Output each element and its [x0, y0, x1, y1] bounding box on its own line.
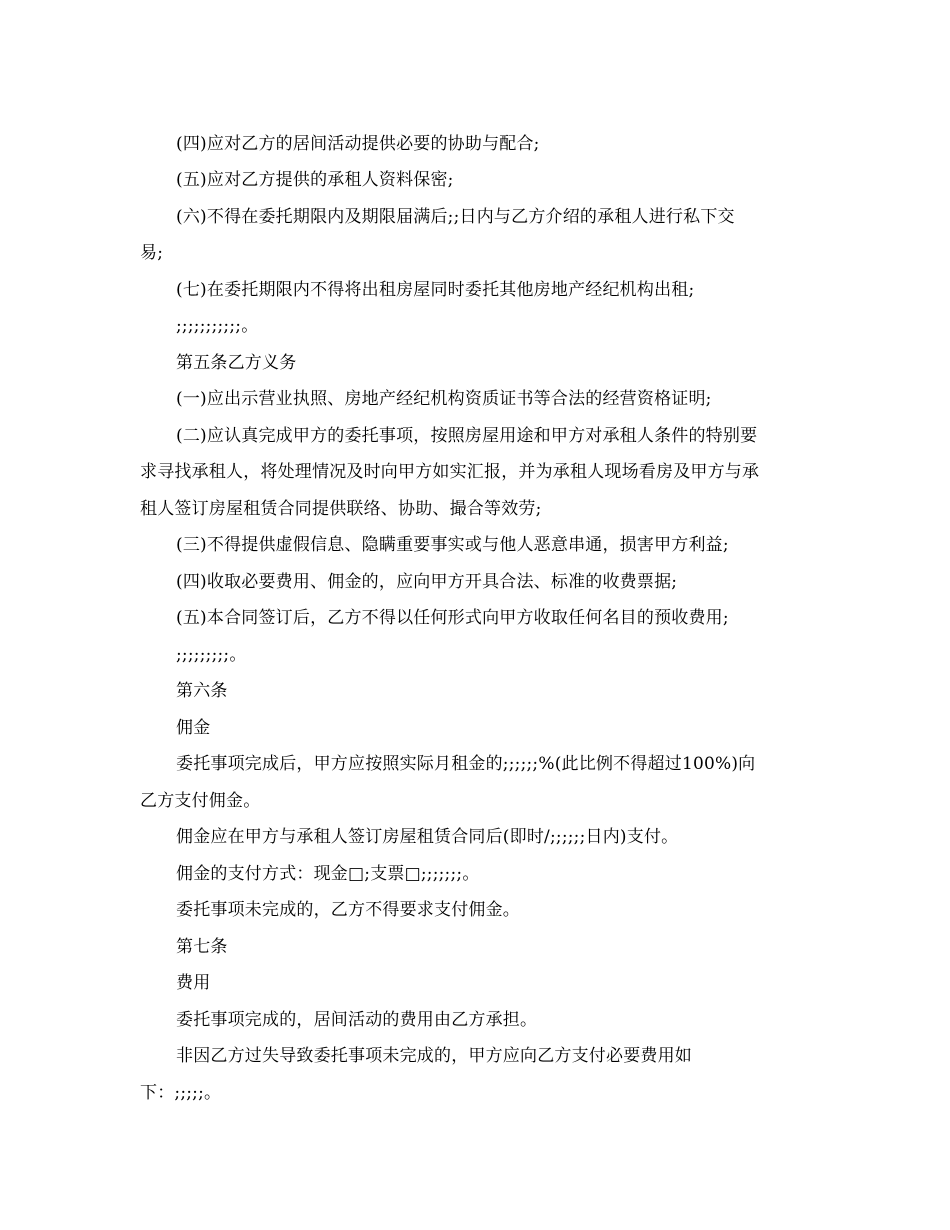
paragraph-line: 下：;;;;;。	[140, 1083, 222, 1103]
paragraph-line: 求寻找承租人，将处理情况及时向甲方如实汇报，并为承租人现场看房及甲方与承	[140, 462, 760, 482]
section-subheading: 佣金	[176, 718, 211, 738]
paragraph-line: ;;;;;;;;;。	[176, 645, 247, 665]
paragraph-line: (五)本合同签订后，乙方不得以任何形式向甲方收取任何名目的预收费用;	[176, 608, 729, 628]
paragraph-line: (六)不得在委托期限内及期限届满后;;日内与乙方介绍的承租人进行私下交	[176, 207, 735, 227]
paragraph-line: (四)收取必要费用、佣金的，应向甲方开具合法、标准的收费票据;	[176, 572, 678, 592]
section-heading: 第六条	[176, 681, 228, 701]
paragraph-line: 租人签订房屋租赁合同提供联络、协助、撮合等效劳;	[140, 499, 542, 519]
paragraph-line: (二)应认真完成甲方的委托事项，按照房屋用途和甲方对承租人条件的特别要	[176, 426, 758, 446]
paragraph-line: (三)不得提供虚假信息、隐瞒重要事实或与他人恶意串通，损害甲方利益;	[176, 535, 729, 555]
section-heading: 第七条	[176, 937, 228, 957]
paragraph-line: 易;	[140, 243, 164, 263]
paragraph-line: 委托事项完成后，甲方应按照实际月租金的;;;;;;%(此比例不得超过100%)向	[176, 754, 756, 774]
paragraph-line: ;;;;;;;;;;;。	[176, 316, 259, 336]
paragraph-line: 委托事项未完成的，乙方不得要求支付佣金。	[176, 900, 520, 920]
paragraph-line: 乙方支付佣金。	[140, 791, 261, 811]
section-heading: 第五条乙方义务	[176, 353, 297, 373]
paragraph-line: 非因乙方过失导致委托事项未完成的，甲方应向乙方支付必要费用如	[176, 1046, 692, 1066]
paragraph-line: (五)应对乙方提供的承租人资料保密;	[176, 170, 454, 190]
paragraph-line: 佣金应在甲方与承租人签订房屋租赁合同后(即时/;;;;;;日内)支付。	[176, 827, 679, 847]
section-subheading: 费用	[176, 973, 211, 993]
paragraph-line: 佣金的支付方式：现金□;支票□;;;;;;;。	[176, 864, 480, 884]
paragraph-line: (四)应对乙方的居间活动提供必要的协助与配合;	[176, 134, 540, 154]
paragraph-line: 委托事项完成的，居间活动的费用由乙方承担。	[176, 1010, 538, 1030]
paragraph-line: (七)在委托期限内不得将出租房屋同时委托其他房地产经纪机构出租;	[176, 280, 695, 300]
paragraph-line: (一)应出示营业执照、房地产经纪机构资质证书等合法的经营资格证明;	[176, 389, 712, 409]
